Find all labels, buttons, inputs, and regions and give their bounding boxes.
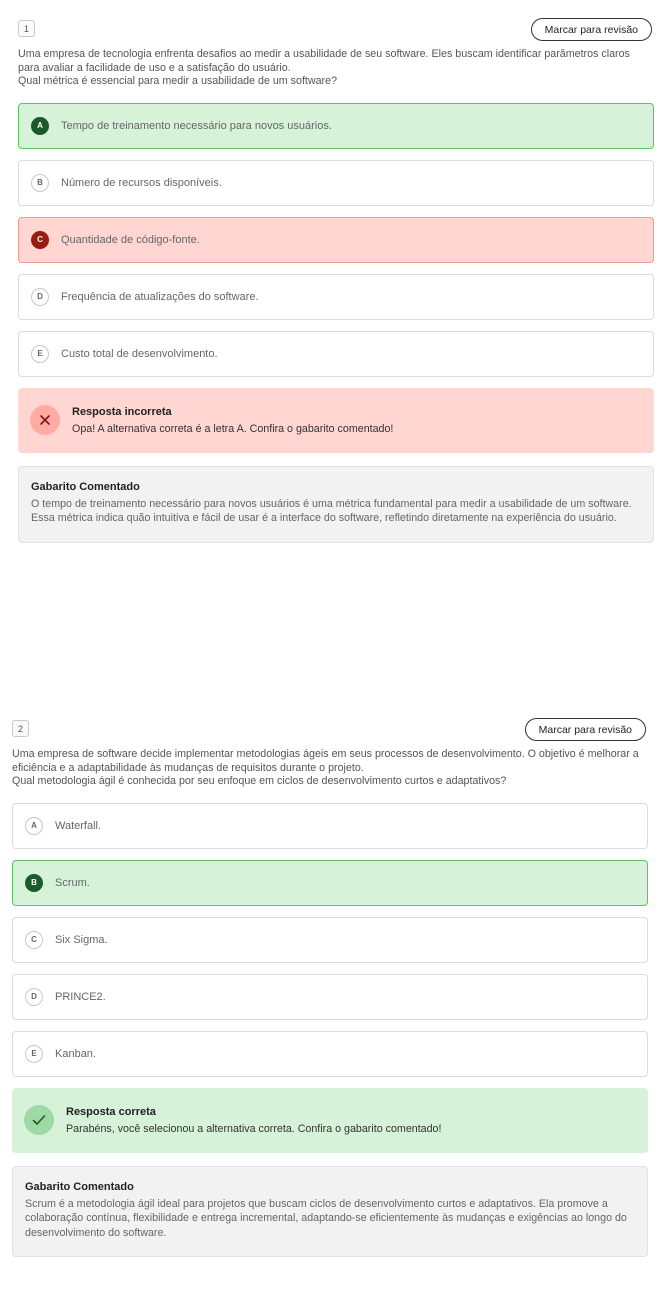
option-b[interactable] <box>12 860 648 906</box>
commented-answer-title: Gabarito Comentado <box>31 480 140 493</box>
feedback-incorrect <box>18 388 654 453</box>
option-text: Kanban. <box>55 1047 96 1060</box>
commented-answer-title: Gabarito Comentado <box>25 1180 134 1193</box>
option-letter-badge: B <box>25 874 43 892</box>
option-letter-badge: B <box>31 174 49 192</box>
question-number: 1 <box>18 20 35 37</box>
question-context: Uma empresa de tecnologia enfrenta desafios ao medir a usabilidade de seu software. Eles buscam identificar parâmetros claros para avaliar a facilidade de uso e a satisfação do usuário. <box>18 48 630 74</box>
commented-answer-text: Scrum é a metodologia ágil ideal para projetos que buscam ciclos de desenvolvimento curtos e adaptativos. Ela promove a colaboração contínua, flexibilidade e entrega incremental, adaptando-se eficientemente às mudanças e exigências ao longo do desenvolvimento do software. <box>25 1197 627 1239</box>
option-letter-badge: D <box>25 988 43 1006</box>
feedback-message: Parabéns, você selecionou a alternativa correta. Confira o gabarito comentado! <box>66 1122 442 1135</box>
option-letter-badge: A <box>25 817 43 835</box>
option-letter-badge: E <box>25 1045 43 1063</box>
question-header <box>18 0 654 48</box>
question-header <box>12 700 648 748</box>
option-letter-badge: E <box>31 345 49 363</box>
question-stem <box>12 748 648 789</box>
question-stem <box>18 48 654 89</box>
question-prompt: Qual métrica é essencial para medir a usabilidade de um software? <box>18 75 338 87</box>
option-text: PRINCE2. <box>55 990 106 1003</box>
mark-for-review-button[interactable]: Marcar para revisão <box>525 718 646 741</box>
option-letter-badge: A <box>31 117 49 135</box>
option-text: Frequência de atualizações do software. <box>61 290 259 303</box>
commented-answer <box>12 1166 648 1258</box>
option-letter-badge: C <box>25 931 43 949</box>
option-b[interactable] <box>18 160 654 206</box>
commented-answer-text: O tempo de treinamento necessário para novos usuários é uma métrica fundamental para medir a usabilidade de um software. Essa métrica indica quão intuitiva e fácil de usar é a interface do software, refletindo diretamente na experiência do usuário. <box>31 497 632 524</box>
option-a[interactable] <box>12 803 648 849</box>
feedback-title: Resposta correta <box>66 1105 156 1118</box>
feedback-title: Resposta incorreta <box>72 405 172 418</box>
feedback-correct <box>12 1088 648 1153</box>
option-text: Custo total de desenvolvimento. <box>61 347 218 360</box>
option-text: Número de recursos disponíveis. <box>61 176 222 189</box>
option-letter-badge: C <box>31 231 49 249</box>
option-c[interactable] <box>12 917 648 963</box>
option-a[interactable] <box>18 103 654 149</box>
commented-answer <box>18 466 654 543</box>
option-e[interactable] <box>18 331 654 377</box>
options-list <box>12 803 648 1077</box>
feedback-message: Opa! A alternativa correta é a letra A. Confira o gabarito comentado! <box>72 422 394 435</box>
option-d[interactable] <box>12 974 648 1020</box>
close-icon <box>30 405 60 435</box>
question-card-2 <box>12 700 648 1257</box>
option-text: Waterfall. <box>55 819 102 832</box>
option-text: Quantidade de código-fonte. <box>61 233 200 246</box>
check-icon <box>24 1105 54 1135</box>
option-text: Six Sigma. <box>55 933 108 946</box>
question-card-1 <box>18 0 654 543</box>
option-c[interactable] <box>18 217 654 263</box>
question-context: Uma empresa de software decide implementar metodologias ágeis em seus processos de desenvolvimento. O objetivo é melhorar a eficiência e a adaptabilidade às mudanças de requisitos durante o projeto. <box>12 748 639 774</box>
option-e[interactable] <box>12 1031 648 1077</box>
option-d[interactable] <box>18 274 654 320</box>
question-prompt: Qual metodologia ágil é conhecida por seu enfoque em ciclos de desenvolvimento curtos e adaptativos? <box>12 775 507 787</box>
question-number: 2 <box>12 720 29 737</box>
option-text: Scrum. <box>55 876 90 889</box>
options-list <box>18 103 654 377</box>
option-letter-badge: D <box>31 288 49 306</box>
option-text: Tempo de treinamento necessário para novos usuários. <box>61 119 332 132</box>
mark-for-review-button[interactable]: Marcar para revisão <box>531 18 652 41</box>
